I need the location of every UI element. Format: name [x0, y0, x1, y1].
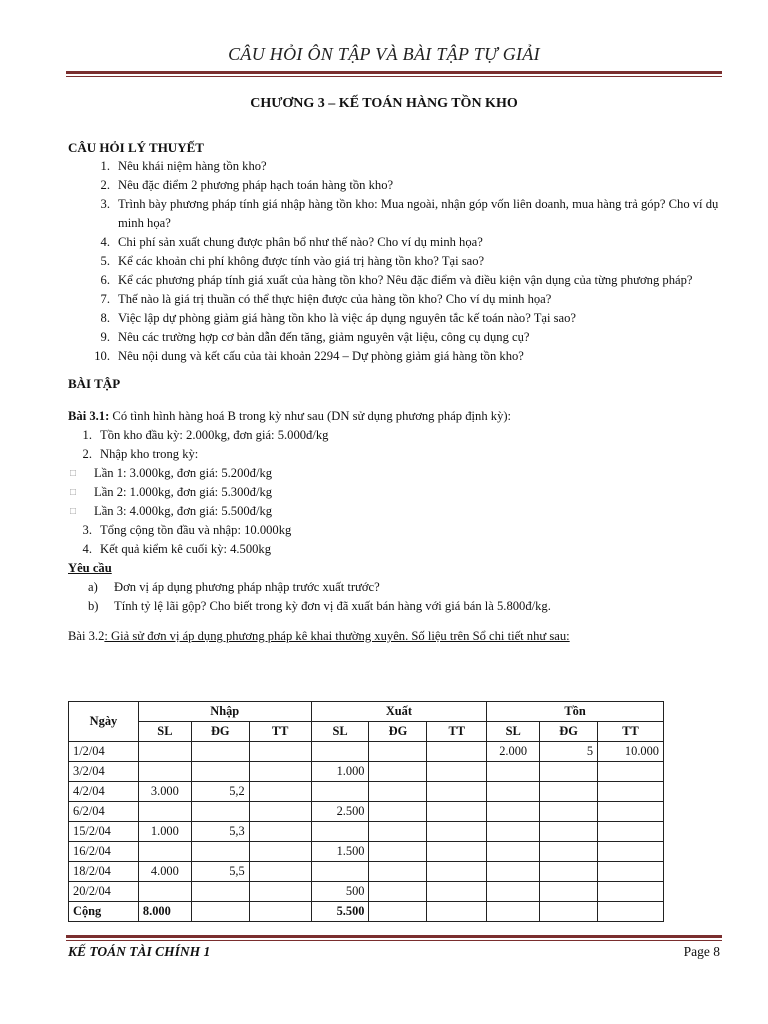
date-cell: 6/2/04	[69, 802, 139, 822]
value-cell: 3.000	[138, 782, 191, 802]
question-text: Nêu khái niệm hàng tồn kho?	[118, 159, 267, 173]
question-number: 1.	[100, 159, 110, 173]
requirement-item	[68, 578, 728, 597]
date-cell: 20/2/04	[69, 882, 139, 902]
table-row	[69, 762, 664, 782]
footer-course-name: KẾ TOÁN TÀI CHÍNH 1	[68, 944, 211, 959]
bullet-text: Lần 1: 3.000kg, đơn giá: 5.200đ/kg	[94, 466, 273, 480]
col-group-import: Nhập	[138, 702, 311, 722]
bullet-line	[68, 502, 728, 521]
theory-question	[86, 328, 728, 347]
date-cell: 4/2/04	[69, 782, 139, 802]
table-row	[69, 902, 664, 922]
exercise-3-1-bullets	[68, 464, 728, 521]
value-cell	[540, 842, 598, 862]
exercise-3-1-lines	[68, 426, 728, 464]
bullet-line	[68, 483, 728, 502]
question-number: 3.	[100, 197, 110, 211]
question-text: Kể các khoản chi phí không được tính vào giá trị hàng tồn kho? Tại sao?	[118, 254, 485, 268]
exercise-3-2-text: : Giả sử đơn vị áp dụng phương pháp kê khai thường xuyên. Số liệu trên Sổ chi tiết như sau:	[104, 629, 570, 643]
date-cell: 18/2/04	[69, 862, 139, 882]
numbered-line	[68, 540, 728, 559]
value-cell: 8.000	[138, 902, 191, 922]
date-cell: 16/2/04	[69, 842, 139, 862]
numbered-line	[68, 521, 728, 540]
bullet-text: Lần 3: 4.000kg, đơn giá: 5.500đ/kg	[94, 504, 273, 518]
col-header-date: Ngày	[69, 702, 139, 742]
header-rule	[66, 71, 722, 74]
value-cell	[249, 762, 311, 782]
requirement-label: Yêu cầu	[68, 561, 112, 575]
col-subheader: TT	[598, 722, 664, 742]
col-subheader: SL	[311, 722, 369, 742]
inventory-ledger-table	[68, 701, 664, 922]
question-text: Trình bày phương pháp tính giá nhập hàng tồn kho: Mua ngoài, nhận góp vốn liên doanh, mua hàng trả góp? Cho ví dụ minh họa?	[118, 197, 719, 230]
value-cell	[249, 802, 311, 822]
value-cell: 4.000	[138, 862, 191, 882]
question-text: Nêu các trường hợp cơ bản dẫn đến tăng, giảm nguyên vật liệu, công cụ dụng cụ?	[118, 330, 530, 344]
line-text: Tồn kho đầu kỳ: 2.000kg, đơn giá: 5.000đ/kg	[100, 428, 329, 442]
question-number: 2.	[100, 178, 110, 192]
line-number: 1.	[82, 428, 92, 442]
value-cell	[249, 822, 311, 842]
page-header-title: CÂU HỎI ÔN TẬP VÀ BÀI TẬP TỰ GIẢI	[228, 44, 540, 64]
value-cell	[487, 762, 540, 782]
question-text: Thế nào là giá trị thuần có thể thực hiện được của hàng tồn kho? Cho ví dụ minh họa?	[118, 292, 552, 306]
table-row	[69, 802, 664, 822]
value-cell	[369, 902, 427, 922]
col-group-export: Xuất	[311, 702, 487, 722]
document-body	[68, 138, 728, 646]
value-cell	[427, 842, 487, 862]
question-number: 5.	[100, 254, 110, 268]
value-cell	[311, 862, 369, 882]
exercise-3-1-title	[68, 407, 728, 426]
footer-rule-thin	[66, 940, 722, 941]
value-cell	[369, 802, 427, 822]
value-cell: 10.000	[598, 742, 664, 762]
value-cell	[540, 782, 598, 802]
theory-heading: CÂU HỎI LÝ THUYẾT	[68, 140, 204, 155]
value-cell	[138, 882, 191, 902]
value-cell	[249, 902, 311, 922]
value-cell	[598, 862, 664, 882]
value-cell	[369, 862, 427, 882]
value-cell	[249, 742, 311, 762]
table-subheader-row	[69, 722, 664, 742]
question-text: Kể các phương pháp tính giá xuất của hàng tồn kho? Nêu đặc điểm và điều kiện vận dụng của từng phương pháp?	[118, 273, 693, 287]
table-row	[69, 862, 664, 882]
page-number: Page 8	[683, 944, 720, 959]
table-row	[69, 842, 664, 862]
col-subheader: TT	[427, 722, 487, 742]
checkbox-bullet-icon: □	[70, 506, 77, 517]
value-cell: 5,5	[191, 862, 249, 882]
value-cell	[191, 882, 249, 902]
requirement-list	[68, 578, 728, 616]
value-cell	[487, 882, 540, 902]
col-subheader: ĐG	[191, 722, 249, 742]
theory-question	[86, 157, 728, 176]
question-number: 4.	[100, 235, 110, 249]
value-cell	[487, 822, 540, 842]
theory-question	[86, 271, 728, 290]
date-cell: Cộng	[69, 902, 139, 922]
line-text: Tổng cộng tồn đầu và nhập: 10.000kg	[100, 523, 292, 537]
theory-question	[86, 290, 728, 309]
value-cell	[487, 782, 540, 802]
question-text: Việc lập dự phòng giảm giá hàng tồn kho là việc áp dụng nguyên tắc kế toán nào? Tại sao?	[118, 311, 577, 325]
question-number: 8.	[100, 311, 110, 325]
requirement-letter: a)	[88, 580, 98, 594]
chapter-title: CHƯƠNG 3 – KẾ TOÁN HÀNG TỒN KHO	[250, 96, 518, 111]
value-cell	[540, 822, 598, 842]
value-cell	[427, 822, 487, 842]
value-cell	[598, 902, 664, 922]
value-cell	[191, 842, 249, 862]
value-cell	[191, 802, 249, 822]
value-cell	[487, 842, 540, 862]
value-cell	[191, 742, 249, 762]
table-header-row	[69, 702, 664, 722]
value-cell	[369, 742, 427, 762]
requirement-letter: b)	[88, 599, 99, 613]
value-cell	[540, 862, 598, 882]
question-text: Nêu đặc điểm 2 phương pháp hạch toán hàng tồn kho?	[118, 178, 394, 192]
value-cell	[249, 782, 311, 802]
exercise-3-1-label: Bài 3.1:	[68, 409, 110, 423]
col-group-stock: Tồn	[487, 702, 664, 722]
value-cell	[311, 742, 369, 762]
line-text: Kết quả kiểm kê cuối kỳ: 4.500kg	[100, 542, 272, 556]
date-cell: 1/2/04	[69, 742, 139, 762]
date-cell: 3/2/04	[69, 762, 139, 782]
exercise-3-2-title	[68, 627, 728, 646]
value-cell	[427, 762, 487, 782]
value-cell	[540, 882, 598, 902]
value-cell	[369, 822, 427, 842]
col-subheader: SL	[487, 722, 540, 742]
value-cell: 1.500	[311, 842, 369, 862]
value-cell	[138, 842, 191, 862]
value-cell: 2.500	[311, 802, 369, 822]
numbered-line	[68, 426, 728, 445]
date-cell: 15/2/04	[69, 822, 139, 842]
exercise-3-1-text: Có tình hình hàng hoá B trong kỳ như sau (DN sử dụng phương pháp định kỳ):	[109, 409, 512, 423]
exercises-heading: BÀI TẬP	[68, 376, 121, 391]
checkbox-bullet-icon: □	[70, 487, 77, 498]
question-text: Chi phí sản xuất chung được phân bổ như thế nào? Cho ví dụ minh họa?	[118, 235, 483, 249]
value-cell	[191, 762, 249, 782]
theory-question	[86, 233, 728, 252]
value-cell	[369, 842, 427, 862]
value-cell	[138, 762, 191, 782]
theory-question	[86, 195, 728, 233]
value-cell: 2.000	[487, 742, 540, 762]
value-cell	[427, 882, 487, 902]
question-number: 10.	[94, 349, 110, 363]
value-cell	[369, 782, 427, 802]
question-number: 9.	[100, 330, 110, 344]
exercise-3-1-lines-2	[68, 521, 728, 559]
value-cell	[427, 782, 487, 802]
value-cell	[540, 762, 598, 782]
question-number: 7.	[100, 292, 110, 306]
value-cell	[191, 902, 249, 922]
requirement-item	[68, 597, 728, 616]
line-number: 2.	[82, 447, 92, 461]
checkbox-bullet-icon: □	[70, 468, 77, 479]
value-cell	[249, 842, 311, 862]
value-cell	[598, 782, 664, 802]
value-cell	[540, 802, 598, 822]
value-cell	[138, 742, 191, 762]
value-cell	[598, 822, 664, 842]
requirement-text: Đơn vị áp dụng phương pháp nhập trước xuất trước?	[114, 580, 380, 594]
value-cell	[427, 862, 487, 882]
value-cell: 1.000	[138, 822, 191, 842]
value-cell	[598, 762, 664, 782]
value-cell	[427, 902, 487, 922]
requirement-text: Tính tỷ lệ lãi gộp? Cho biết trong kỳ đơn vị đã xuất bán hàng với giá bán là 5.800đ/kg.	[114, 599, 551, 613]
value-cell	[598, 802, 664, 822]
line-number: 4.	[82, 542, 92, 556]
header-rule-thin	[66, 76, 722, 77]
table-row	[69, 882, 664, 902]
value-cell: 5	[540, 742, 598, 762]
line-text: Nhập kho trong kỳ:	[100, 447, 199, 461]
value-cell: 5,3	[191, 822, 249, 842]
table-body	[69, 742, 664, 922]
col-subheader: SL	[138, 722, 191, 742]
exercise-3-2-label: Bài 3.2	[68, 629, 105, 643]
value-cell	[369, 762, 427, 782]
value-cell	[249, 882, 311, 902]
question-text: Nêu nội dung và kết cấu của tài khoản 2294 – Dự phòng giảm giá hàng tồn kho?	[118, 349, 524, 363]
value-cell	[540, 902, 598, 922]
theory-question	[86, 309, 728, 328]
table-row	[69, 742, 664, 762]
value-cell: 5.500	[311, 902, 369, 922]
col-subheader: ĐG	[540, 722, 598, 742]
value-cell	[427, 742, 487, 762]
value-cell	[427, 802, 487, 822]
bullet-text: Lần 2: 1.000kg, đơn giá: 5.300đ/kg	[94, 485, 273, 499]
numbered-line	[68, 445, 728, 464]
theory-question	[86, 252, 728, 271]
bullet-line	[68, 464, 728, 483]
value-cell: 1.000	[311, 762, 369, 782]
theory-question-list	[68, 157, 728, 366]
col-subheader: TT	[249, 722, 311, 742]
theory-question	[86, 347, 728, 366]
table-row	[69, 822, 664, 842]
value-cell	[138, 802, 191, 822]
value-cell: 5,2	[191, 782, 249, 802]
value-cell	[487, 862, 540, 882]
question-number: 6.	[100, 273, 110, 287]
theory-question	[86, 176, 728, 195]
value-cell	[369, 882, 427, 902]
value-cell	[311, 822, 369, 842]
value-cell	[311, 782, 369, 802]
value-cell	[487, 902, 540, 922]
value-cell	[598, 842, 664, 862]
col-subheader: ĐG	[369, 722, 427, 742]
value-cell	[487, 802, 540, 822]
line-number: 3.	[82, 523, 92, 537]
value-cell: 500	[311, 882, 369, 902]
table-row	[69, 782, 664, 802]
value-cell	[249, 862, 311, 882]
footer-rule	[66, 935, 722, 938]
value-cell	[598, 882, 664, 902]
